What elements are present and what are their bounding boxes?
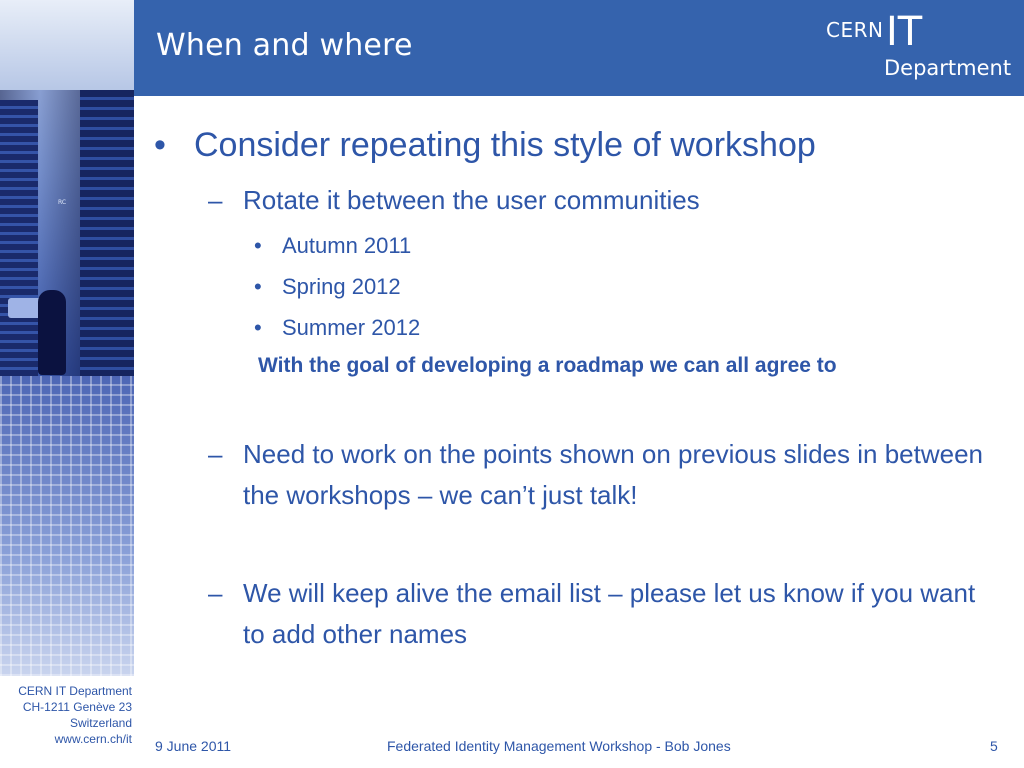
list-item-text: Summer 2012	[282, 315, 421, 340]
photo-floor	[0, 376, 134, 676]
goal-statement: With the goal of developing a roadmap we can all agree to	[258, 354, 837, 377]
cern-it-logo	[826, 9, 1016, 82]
list-item	[254, 274, 401, 300]
list-item-text: Autumn 2011	[282, 233, 412, 258]
list-item	[254, 315, 420, 341]
sub-bullet-3	[208, 573, 998, 655]
bullet-icon: •	[154, 126, 166, 164]
list-item-text: Spring 2012	[282, 274, 401, 299]
slide-header	[134, 0, 1024, 96]
page-number: 5	[990, 738, 998, 754]
address-line: CH-1211 Genève 23	[22, 700, 132, 714]
main-bullet	[154, 126, 816, 165]
sub-bullet-3-text: We will keep alive the email list – please let us know if you want to add other names	[243, 578, 976, 649]
bullet-icon: •	[254, 315, 262, 340]
photo-ceiling	[0, 0, 134, 90]
dash-icon: –	[208, 439, 223, 469]
logo-cern: CERN	[826, 18, 884, 42]
slide-content	[134, 96, 1024, 696]
sub-bullet-1	[208, 180, 998, 221]
sub-bullet-1-text: Rotate it between the user communities	[243, 185, 700, 215]
photo-person	[38, 290, 66, 375]
bullet-icon: •	[254, 233, 262, 258]
sub-bullet-2-text: Need to work on the points shown on previous slides in between the workshops – we can’t just talk!	[243, 439, 983, 510]
logo-it: IT	[886, 9, 923, 55]
footer-date: 9 June 2011	[155, 738, 232, 754]
dash-icon: –	[208, 578, 223, 608]
address-url: www.cern.ch/it	[54, 732, 132, 746]
list-item	[254, 233, 411, 259]
main-bullet-text: Consider repeating this style of workshop	[194, 126, 816, 164]
bullet-icon: •	[254, 274, 262, 299]
slide-title: When and where	[156, 28, 413, 63]
address-block	[0, 683, 132, 747]
address-line: Switzerland	[69, 716, 132, 730]
footer-title: Federated Identity Management Workshop - Bob Jones	[387, 738, 731, 754]
address-line: CERN IT Department	[18, 684, 132, 698]
datacenter-photo	[0, 0, 134, 676]
photo-tag: RC	[58, 199, 67, 206]
logo-department: Department	[884, 56, 1012, 80]
dash-icon: –	[208, 185, 223, 215]
sub-bullet-2	[208, 434, 998, 516]
